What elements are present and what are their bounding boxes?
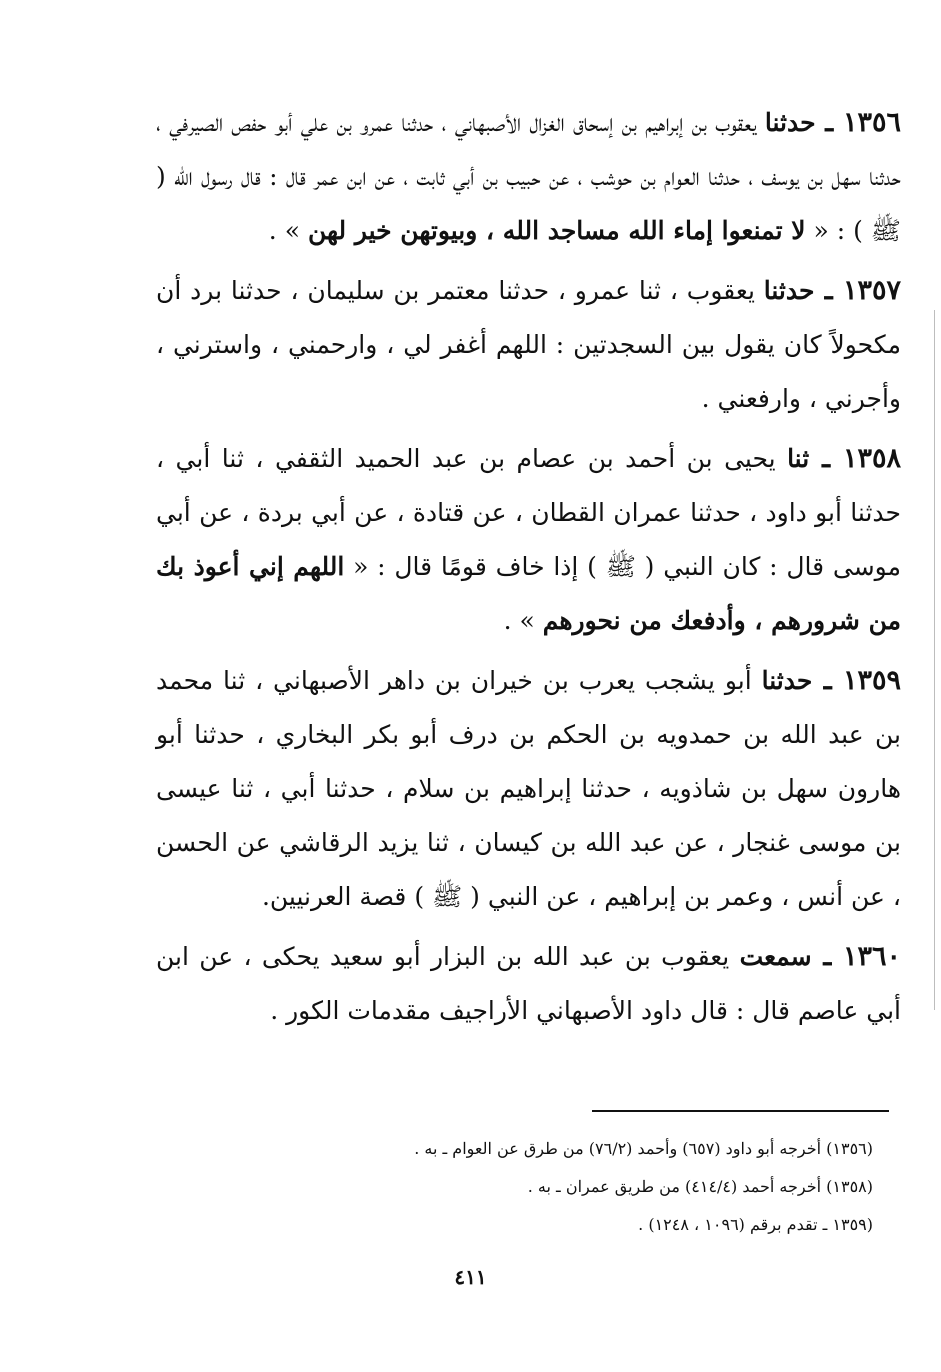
hadith-text: يعقوب بن عبد الله بن البزار أبو سعيد يحكى ، عن ابن أبي عاصم قال : قال داود الأصبهاني الأراجيف مقدمات الكور . bbox=[156, 942, 901, 1025]
footnote-1356: (١٣٥٦) أخرجه أبو داود (٦٥٧) وأحمد (٧٦/٢) من طرق عن العوام ـ به . bbox=[414, 1139, 873, 1158]
hadith-number: ١٣٦٠ bbox=[842, 941, 901, 972]
hadith-quote: لا تمنعوا إماء الله مساجد الله ، وبيوتهن خير لهن bbox=[307, 216, 806, 245]
hadith-tail: » . bbox=[268, 216, 308, 245]
hadith-lead-word: حدثنا bbox=[764, 108, 816, 137]
footnote-1358: (١٣٥٨) أخرجه أحمد (٤١٤/٤) من طريق عمران ـ به . bbox=[527, 1177, 873, 1196]
number-dash: ـ bbox=[809, 443, 843, 474]
hadith-1357 bbox=[156, 264, 901, 426]
hadith-number: ١٣٥٩ bbox=[842, 665, 901, 696]
hadith-lead-word: حدثنا bbox=[761, 666, 813, 695]
hadith-text: أبو يشجب يعرب بن خيران بن داهر الأصبهاني ، ثنا محمد بن عبد الله بن حمدويه بن الحكم بن درف أبو بكر البخاري ، حدثنا أبو هارون سهل بن شاذويه ، حدثنا إبراهيم بن سلام ، حدثنا أبي ، ثنا عيسى بن موسى غنجار ، عن عبد الله بن كيسان ، ثنا يزيد الرقاشي عن الحسن ، عن أنس ، وعمر بن إبراهيم ، عن النبي ( ﷺ ) قصة العرنيين. bbox=[156, 666, 901, 911]
hadith-text: يعقوب ، ثنا عمرو ، حدثنا معتمر بن سليمان ، حدثنا برد أن مكحولاً كان يقول بين السجدتين : اللهم أغفر لي ، وارحمني ، واسترني ، وأجرني ، وارفعني . bbox=[156, 276, 901, 413]
hadith-text: يعقوب بن إبراهيم بن إسحاق الغزال الأصبهاني ، حدثنا عمرو بن علي أبو حفص الصيرفي ، حدثنا سهل بن يوسف ، حدثنا العوام بن حوشب ، عن حبيب بن أبي ثابت ، عن ابن عمر قال : قال رسول الله ( ﷺ ) : « bbox=[156, 108, 901, 245]
hadith-1356 bbox=[156, 96, 901, 258]
number-dash: ـ bbox=[811, 941, 843, 972]
hadith-quote: اللهم إني أعوذ بك من شرورهم ، وأدفعك من نحورهم bbox=[156, 552, 901, 635]
hadith-lead-word: ثنا bbox=[787, 444, 810, 473]
number-dash: ـ bbox=[814, 275, 843, 306]
hadith-number: ١٣٥٧ bbox=[843, 275, 902, 306]
main-text-block bbox=[156, 96, 901, 1044]
hadith-text: يحيى بن أحمد بن عصام بن عبد الحميد الثقفي ، ثنا أبي ، حدثنا أبو داود ، حدثنا عمران القطان ، عن قتادة ، عن أبي بردة ، عن أبي موسى قال : كان النبي ( ﷺ ) إذا خاف قومًا قال : « bbox=[156, 444, 901, 581]
hadith-1358 bbox=[156, 432, 901, 648]
number-dash: ـ bbox=[812, 665, 843, 696]
hadith-tail: » . bbox=[503, 606, 543, 635]
number-dash: ـ bbox=[815, 107, 843, 138]
hadith-1359 bbox=[156, 654, 901, 924]
footnote-separator bbox=[592, 1110, 889, 1112]
hadith-1360 bbox=[156, 930, 901, 1038]
hadith-number: ١٣٥٨ bbox=[842, 443, 901, 474]
hadith-number: ١٣٥٦ bbox=[842, 107, 901, 138]
footnotes bbox=[173, 1130, 873, 1244]
hadith-lead-word: سمعت bbox=[739, 942, 812, 971]
page-edge-line bbox=[934, 310, 935, 1010]
footnote-1359: (١٣٥٩ ـ تقدم برقم (١٠٩٦ ، ١٢٤٨) . bbox=[638, 1215, 873, 1234]
page-number: ٤١١ bbox=[454, 1265, 487, 1289]
hadith-lead-word: حدثنا bbox=[763, 276, 815, 305]
